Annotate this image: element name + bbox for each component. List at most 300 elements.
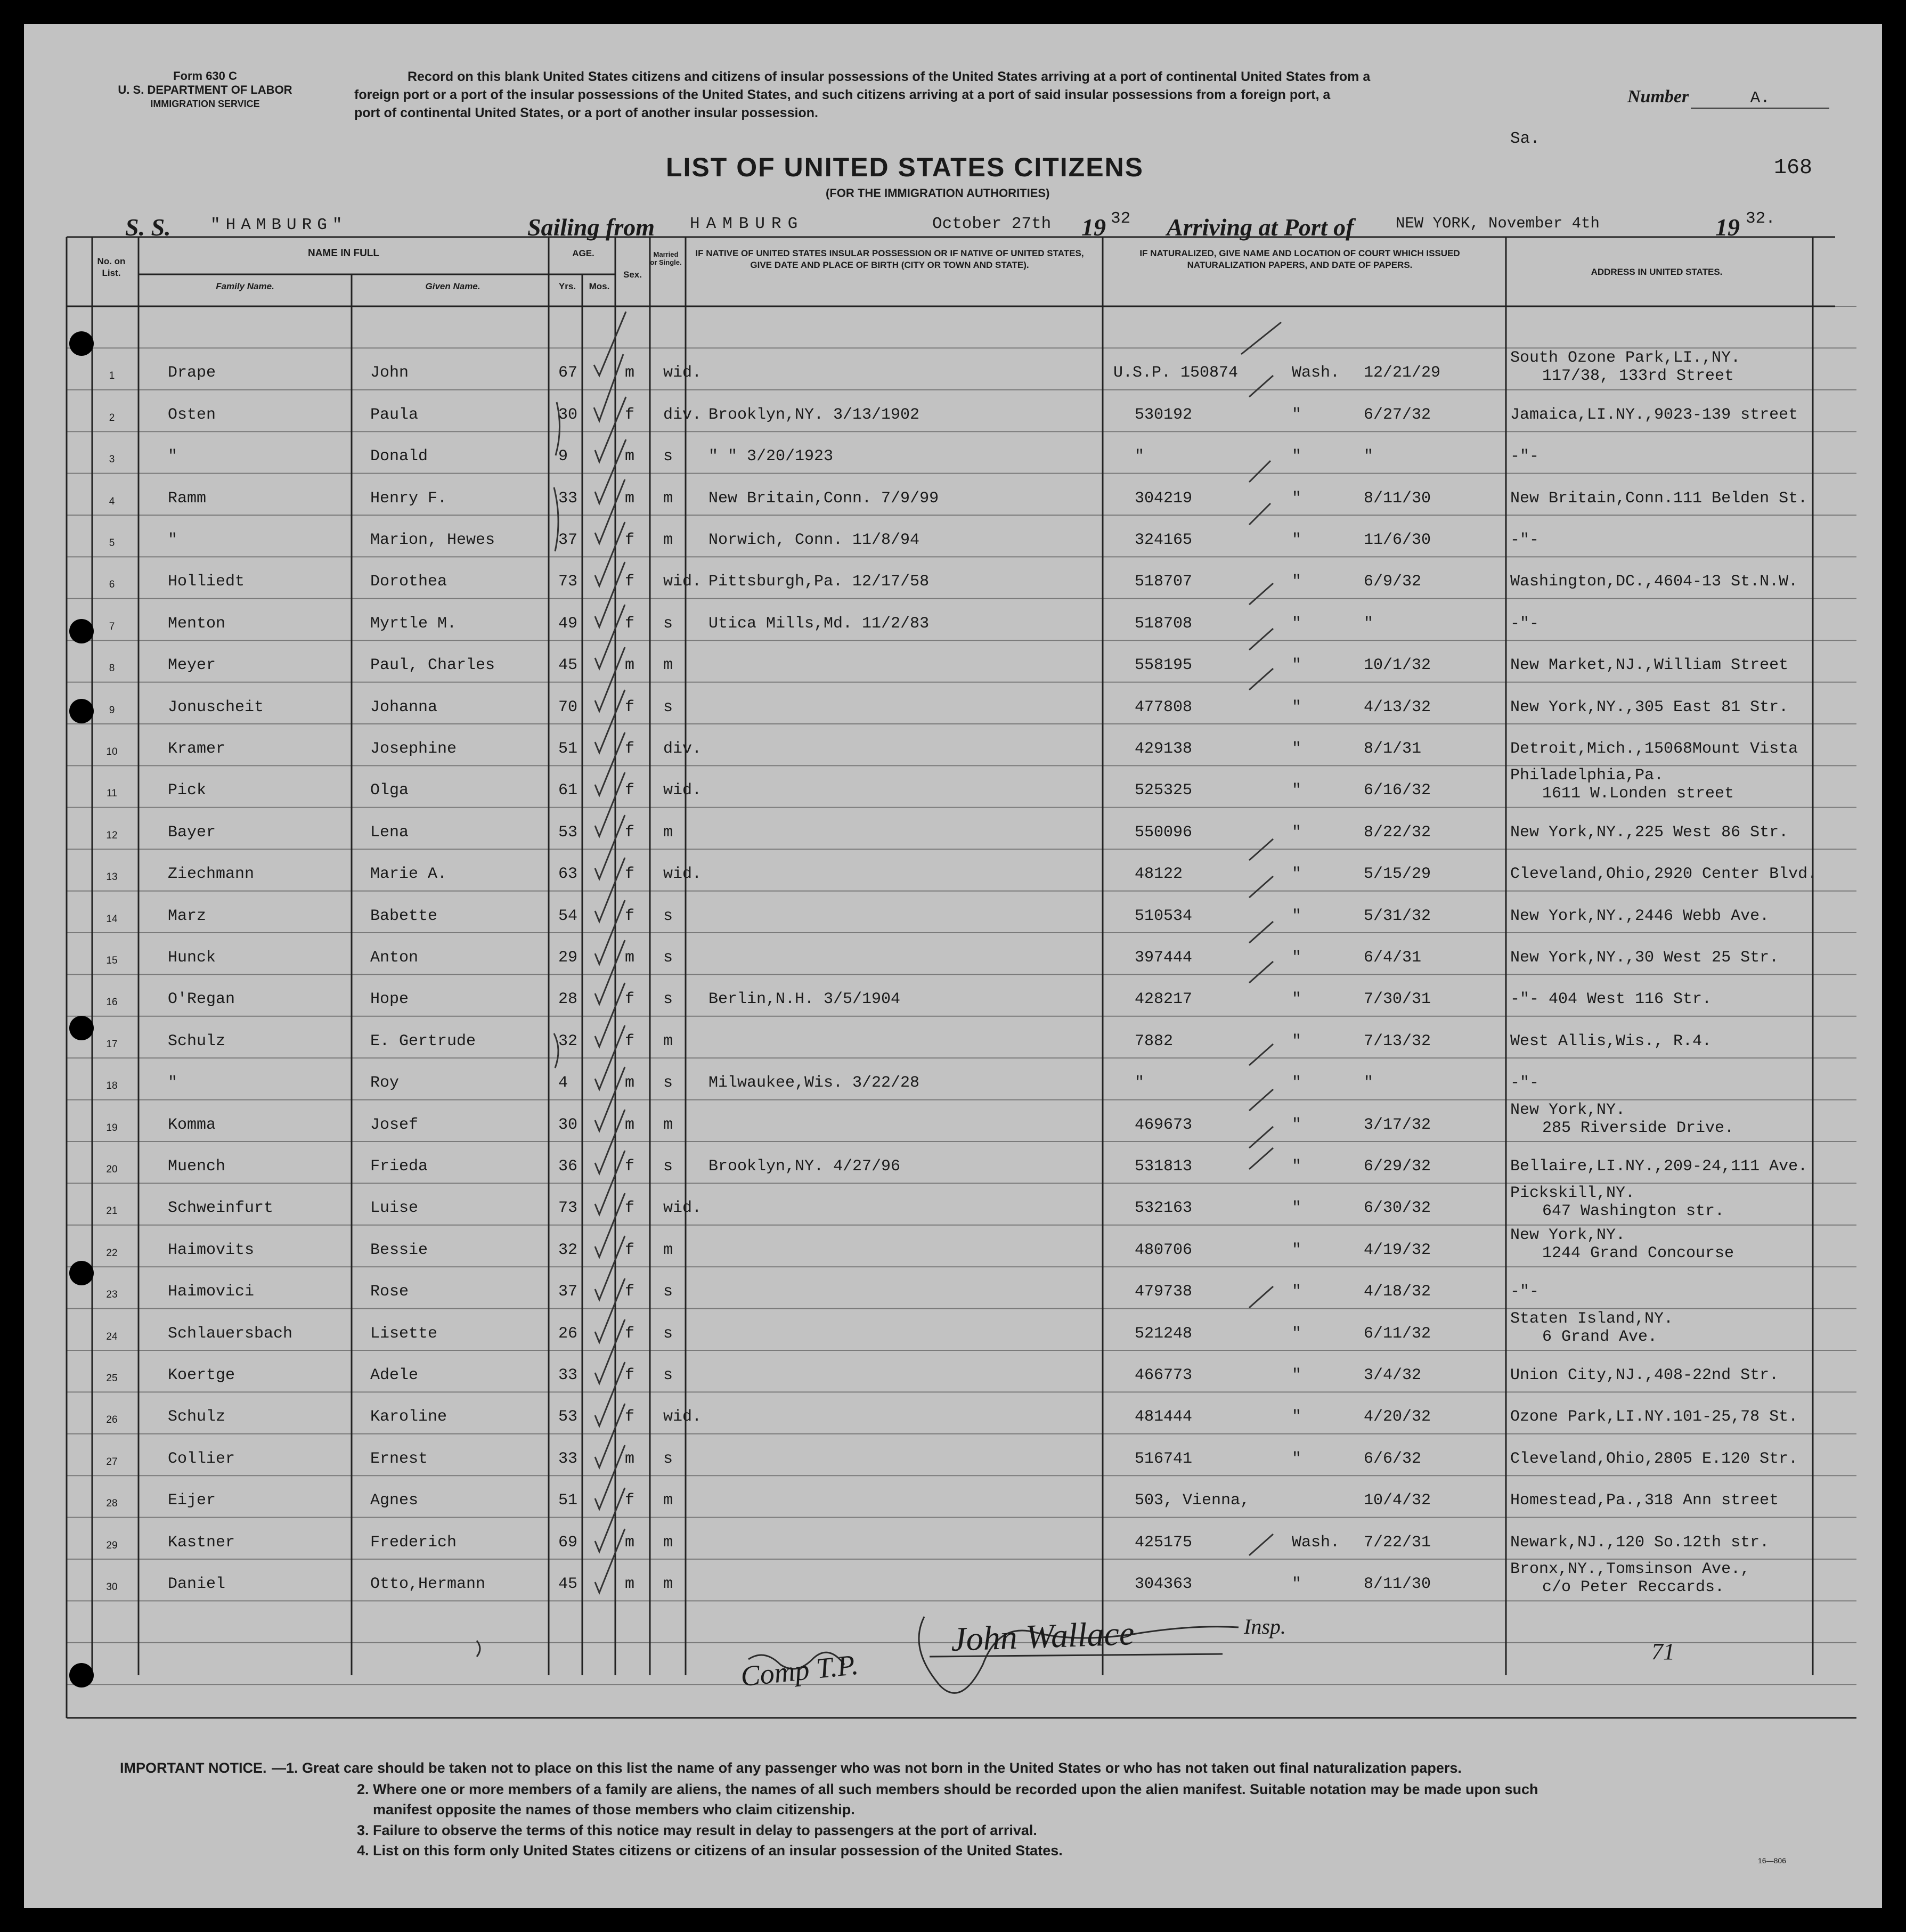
row-number: 4 bbox=[109, 495, 115, 507]
naturalization-court: " bbox=[1292, 907, 1302, 925]
naturalization-date: 6/9/32 bbox=[1364, 573, 1422, 591]
given-name: E. Gertrude bbox=[370, 1032, 476, 1050]
row-number: 10 bbox=[106, 746, 118, 757]
given-name: Henry F. bbox=[370, 489, 447, 508]
birth-place-date: Milwaukee,Wis. 3/22/28 bbox=[708, 1074, 920, 1093]
sex: m bbox=[625, 949, 635, 967]
address-line-1: West Allis,Wis., R.4. bbox=[1510, 1032, 1712, 1050]
family-name: Collier bbox=[168, 1449, 235, 1468]
given-name: Babette bbox=[370, 907, 438, 925]
naturalization-date: 4/18/32 bbox=[1364, 1283, 1431, 1301]
marital-status: s bbox=[663, 698, 673, 716]
birth-place-date: Brooklyn,NY. 4/27/96 bbox=[708, 1157, 901, 1176]
naturalization-court: " bbox=[1292, 823, 1302, 842]
manifest-sheet bbox=[24, 24, 1882, 1908]
marital-status: s bbox=[663, 1324, 673, 1343]
row-number: 27 bbox=[106, 1456, 118, 1468]
marital-status: s bbox=[663, 1157, 673, 1176]
col-header-name: NAME IN FULL bbox=[307, 248, 380, 259]
naturalization-number: 304363 bbox=[1135, 1575, 1193, 1593]
naturalization-date: 5/15/29 bbox=[1364, 865, 1431, 884]
naturalization-court: " bbox=[1292, 781, 1302, 800]
address-line-1: Bronx,NY.,Tomsinson Ave., bbox=[1510, 1560, 1750, 1578]
sex: f bbox=[625, 531, 635, 549]
row-number: 16 bbox=[106, 997, 118, 1008]
naturalization-date: 6/16/32 bbox=[1364, 781, 1431, 800]
marital-status: s bbox=[663, 447, 673, 466]
family-name: Kastner bbox=[168, 1533, 235, 1552]
row-number: 3 bbox=[109, 454, 115, 466]
binder-hole bbox=[69, 1016, 94, 1040]
row-number: 30 bbox=[106, 1582, 118, 1593]
naturalization-court: " bbox=[1292, 865, 1302, 884]
family-name: Marz bbox=[168, 907, 207, 925]
family-name: " bbox=[168, 1074, 178, 1093]
address-line-1: -"- bbox=[1510, 614, 1540, 633]
marital-status: wid. bbox=[663, 781, 702, 800]
naturalization-date: 4/19/32 bbox=[1364, 1241, 1431, 1259]
naturalization-date: 5/31/32 bbox=[1364, 907, 1431, 925]
row-number: 15 bbox=[106, 955, 118, 966]
address-line-1: Bellaire,LI.NY.,209-24,111 Ave. bbox=[1510, 1157, 1808, 1176]
family-name: Hunck bbox=[168, 949, 216, 967]
naturalization-date: 6/6/32 bbox=[1364, 1449, 1422, 1468]
arrival-year-prefix: 19 bbox=[1715, 214, 1740, 241]
birth-place-date: Utica Mills,Md. 11/2/83 bbox=[708, 614, 930, 633]
row-number: 14 bbox=[106, 913, 118, 925]
age-years: 70 bbox=[558, 698, 578, 716]
sa-mark: Sa. bbox=[1510, 129, 1540, 148]
naturalization-court: " bbox=[1292, 1074, 1302, 1093]
printer-code: 16—806 bbox=[1758, 1856, 1786, 1865]
notice-item-2: 2. Where one or more members of a family are aliens, the names of all such members should be recorded upon the alien manifest. Suitable notation may be made upon such bbox=[357, 1781, 1538, 1797]
col-header-given: Given Name. bbox=[425, 281, 480, 291]
naturalization-court: " bbox=[1292, 1449, 1302, 1468]
address-line-1: Pickskill,NY. bbox=[1510, 1184, 1635, 1203]
naturalization-court: " bbox=[1292, 573, 1302, 591]
family-name: Komma bbox=[168, 1115, 216, 1134]
address-line-1: Cleveland,Ohio,2805 E.120 Str. bbox=[1510, 1449, 1798, 1468]
col-header-yrs: Yrs. bbox=[558, 281, 576, 291]
comp-notation: Comp T.P. bbox=[739, 1648, 860, 1693]
number-value: A. bbox=[1691, 89, 1829, 109]
age-years: 45 bbox=[558, 656, 578, 675]
row-number: 2 bbox=[109, 412, 115, 423]
address-line-2: 117/38, 133rd Street bbox=[1542, 367, 1734, 386]
naturalization-court: " bbox=[1292, 489, 1302, 508]
departure-port: HAMBURG bbox=[690, 215, 804, 233]
family-name: " bbox=[168, 447, 178, 466]
sex: f bbox=[625, 1032, 635, 1050]
given-name: Myrtle M. bbox=[370, 614, 457, 633]
row-number: 9 bbox=[109, 704, 115, 716]
naturalization-court: " bbox=[1292, 405, 1302, 424]
naturalization-date: " bbox=[1364, 1074, 1374, 1093]
sex: f bbox=[625, 1283, 635, 1301]
notice-item-2b: manifest opposite the names of those members who claim citizenship. bbox=[373, 1801, 855, 1817]
naturalization-date: 11/6/30 bbox=[1364, 531, 1431, 549]
naturalization-number: " bbox=[1135, 1074, 1145, 1093]
row-number: 18 bbox=[106, 1080, 118, 1092]
naturalization-court: " bbox=[1292, 1199, 1302, 1218]
marital-status: s bbox=[663, 949, 673, 967]
marital-status: m bbox=[663, 489, 673, 508]
naturalization-date: 10/4/32 bbox=[1364, 1491, 1431, 1510]
sailing-label: Sailing from bbox=[527, 214, 655, 241]
page-number: 168 bbox=[1774, 156, 1813, 180]
age-years: 45 bbox=[558, 1575, 578, 1593]
family-name: Schulz bbox=[168, 1032, 226, 1050]
sex: f bbox=[625, 740, 635, 758]
naturalization-date: 3/17/32 bbox=[1364, 1115, 1431, 1134]
sex: f bbox=[625, 698, 635, 716]
marital-status: wid. bbox=[663, 573, 702, 591]
age-years: 33 bbox=[558, 1366, 578, 1384]
given-name: Josephine bbox=[370, 740, 457, 758]
sex: f bbox=[625, 1366, 635, 1384]
address-line-1: -"- bbox=[1510, 447, 1540, 466]
marital-status: m bbox=[663, 823, 673, 842]
row-number: 19 bbox=[106, 1122, 118, 1134]
binder-hole bbox=[69, 331, 94, 356]
sex: m bbox=[625, 1074, 635, 1093]
given-name: Paul, Charles bbox=[370, 656, 495, 675]
row-number: 1 bbox=[109, 370, 115, 382]
marital-status: wid. bbox=[663, 865, 702, 884]
naturalization-date: 7/22/31 bbox=[1364, 1533, 1431, 1552]
marital-status: m bbox=[663, 1491, 673, 1510]
binder-hole bbox=[69, 619, 94, 643]
row-number: 24 bbox=[106, 1331, 118, 1342]
binder-hole bbox=[69, 699, 94, 723]
age-years: 51 bbox=[558, 1491, 578, 1510]
naturalization-date: 4/20/32 bbox=[1364, 1408, 1431, 1426]
address-line-1: -"- bbox=[1510, 1074, 1540, 1093]
naturalization-date: 12/21/29 bbox=[1364, 364, 1441, 382]
marital-status: s bbox=[663, 907, 673, 925]
address-line-1: New York,NY. bbox=[1510, 1100, 1626, 1119]
family-name: Schulz bbox=[168, 1408, 226, 1426]
address-line-1: South Ozone Park,LI.,NY. bbox=[1510, 349, 1741, 368]
naturalization-court: " bbox=[1292, 1283, 1302, 1301]
sex: m bbox=[625, 489, 635, 508]
naturalization-number: 7882 bbox=[1135, 1032, 1174, 1050]
family-name: " bbox=[168, 531, 178, 549]
row-number: 29 bbox=[106, 1539, 118, 1551]
given-name: Frieda bbox=[370, 1157, 428, 1176]
sex: f bbox=[625, 990, 635, 1009]
age-years: 30 bbox=[558, 405, 578, 424]
naturalization-court: " bbox=[1292, 1575, 1302, 1593]
address-line-1: New York,NY.,225 West 86 Str. bbox=[1510, 823, 1789, 842]
number-label: Number bbox=[1627, 87, 1689, 107]
sex: m bbox=[625, 447, 635, 466]
given-name: Luise bbox=[370, 1199, 419, 1218]
age-years: 54 bbox=[558, 907, 578, 925]
sex: m bbox=[625, 656, 635, 675]
address-line-1: Staten Island,NY. bbox=[1510, 1309, 1674, 1328]
age-years: 63 bbox=[558, 865, 578, 884]
inspector-title: Insp. bbox=[1244, 1615, 1286, 1638]
given-name: Donald bbox=[370, 447, 428, 466]
family-name: Daniel bbox=[168, 1575, 226, 1593]
marital-status: s bbox=[663, 1074, 673, 1093]
naturalization-date: 6/11/32 bbox=[1364, 1324, 1431, 1343]
naturalization-date: " bbox=[1364, 447, 1374, 466]
service-name: IMMIGRATION SERVICE bbox=[150, 99, 260, 109]
sex: f bbox=[625, 907, 635, 925]
naturalization-court: " bbox=[1292, 1324, 1302, 1343]
given-name: Ernest bbox=[370, 1449, 428, 1468]
address-line-1: Jamaica,LI.NY.,9023-139 street bbox=[1510, 405, 1798, 424]
naturalization-date: 6/30/32 bbox=[1364, 1199, 1431, 1218]
sex: f bbox=[625, 573, 635, 591]
row-number: 13 bbox=[106, 871, 118, 883]
inspector-signature: John Wallace bbox=[950, 1614, 1135, 1658]
age-years: 37 bbox=[558, 1283, 578, 1301]
marital-status: s bbox=[663, 614, 673, 633]
age-years: 28 bbox=[558, 990, 578, 1009]
address-line-2: c/o Peter Reccards. bbox=[1542, 1578, 1725, 1596]
family-name: Muench bbox=[168, 1157, 226, 1176]
naturalization-court: Wash. bbox=[1292, 1533, 1340, 1552]
naturalization-number: 530192 bbox=[1135, 405, 1193, 424]
age-years: 53 bbox=[558, 823, 578, 842]
sex: m bbox=[625, 1449, 635, 1468]
naturalization-number: 397444 bbox=[1135, 949, 1193, 967]
naturalization-number: 516741 bbox=[1135, 1449, 1193, 1468]
family-name: Pick bbox=[168, 781, 207, 800]
address-line-1: Detroit,Mich.,15068Mount Vista bbox=[1510, 740, 1798, 758]
given-name: Lisette bbox=[370, 1324, 438, 1343]
naturalization-number: 480706 bbox=[1135, 1241, 1193, 1259]
naturalization-court: " bbox=[1292, 614, 1302, 633]
naturalization-number: 429138 bbox=[1135, 740, 1193, 758]
naturalization-date: 10/1/32 bbox=[1364, 656, 1431, 675]
col-header-married: Married or Single. bbox=[650, 250, 682, 266]
naturalization-date: 3/4/32 bbox=[1364, 1366, 1422, 1384]
marital-status: m bbox=[663, 656, 673, 675]
address-line-1: Cleveland,Ohio,2920 Center Blvd. bbox=[1510, 865, 1818, 884]
family-name: Koertge bbox=[168, 1366, 235, 1384]
col-header-sex: Sex. bbox=[623, 270, 642, 280]
marital-status: m bbox=[663, 1115, 673, 1134]
instruction-line-3: port of continental United States, or a port of another insular possession. bbox=[354, 105, 818, 120]
age-years: 33 bbox=[558, 489, 578, 508]
age-years: 32 bbox=[558, 1241, 578, 1259]
row-number: 25 bbox=[106, 1373, 118, 1384]
naturalization-date: 6/29/32 bbox=[1364, 1157, 1431, 1176]
family-name: Jonuscheit bbox=[168, 698, 264, 716]
naturalization-court: " bbox=[1292, 1115, 1302, 1134]
instruction-line-2: foreign port or a port of the insular possessions of the United States, and such citizens arriving at a port of said insular possessions from a foreign port, a bbox=[354, 87, 1331, 102]
age-years: 29 bbox=[558, 949, 578, 967]
marital-status: s bbox=[663, 1366, 673, 1384]
sex: f bbox=[625, 1324, 635, 1343]
address-line-1: -"- bbox=[1510, 531, 1540, 549]
address-line-2: 647 Washington str. bbox=[1542, 1202, 1725, 1221]
family-name: Bayer bbox=[168, 823, 216, 842]
age-years: 26 bbox=[558, 1324, 578, 1343]
department-name: U. S. DEPARTMENT OF LABOR bbox=[118, 83, 292, 96]
given-name: Rose bbox=[370, 1283, 409, 1301]
family-name: Menton bbox=[168, 614, 226, 633]
naturalization-number: 503, Vienna, bbox=[1135, 1491, 1250, 1510]
family-name: Haimovici bbox=[168, 1283, 255, 1301]
naturalization-court: " bbox=[1292, 1157, 1302, 1176]
age-years: 4 bbox=[558, 1074, 568, 1093]
naturalization-date: 7/13/32 bbox=[1364, 1032, 1431, 1050]
given-name: Olga bbox=[370, 781, 409, 800]
given-name: Bessie bbox=[370, 1241, 428, 1259]
given-name: Marie A. bbox=[370, 865, 447, 884]
marital-status: wid. bbox=[663, 364, 702, 382]
marital-status: div. bbox=[663, 740, 702, 758]
naturalization-number: 521248 bbox=[1135, 1324, 1193, 1343]
naturalization-number: 477808 bbox=[1135, 698, 1193, 716]
arrival-year-suffix: 32. bbox=[1746, 209, 1775, 228]
notice-item-1: —1. Great care should be taken not to place on this list the name of any passenger who was not born in the United States or who has not taken out final naturalization papers. bbox=[272, 1760, 1462, 1776]
sex: m bbox=[625, 364, 635, 382]
age-years: 33 bbox=[558, 1449, 578, 1468]
age-years: 53 bbox=[558, 1408, 578, 1426]
marital-status: m bbox=[663, 1241, 673, 1259]
family-name: Schlauersbach bbox=[168, 1324, 293, 1343]
naturalization-number: 558195 bbox=[1135, 656, 1193, 675]
age-years: 73 bbox=[558, 1199, 578, 1218]
col-header-mos: Mos. bbox=[589, 281, 610, 291]
naturalization-number: 469673 bbox=[1135, 1115, 1193, 1134]
naturalization-court: " bbox=[1292, 1408, 1302, 1426]
col-header-family: Family Name. bbox=[216, 281, 274, 291]
sex: f bbox=[625, 614, 635, 633]
marital-status: s bbox=[663, 1283, 673, 1301]
arriving-label: Arriving at Port of bbox=[1167, 214, 1354, 241]
row-number: 22 bbox=[106, 1247, 118, 1259]
given-name: Lena bbox=[370, 823, 409, 842]
given-name: Johanna bbox=[370, 698, 438, 716]
marital-status: m bbox=[663, 1032, 673, 1050]
sex: f bbox=[625, 865, 635, 884]
naturalization-number: 518708 bbox=[1135, 614, 1193, 633]
naturalization-date: 8/11/30 bbox=[1364, 489, 1431, 508]
naturalization-court: " bbox=[1292, 740, 1302, 758]
family-name: Schweinfurt bbox=[168, 1199, 274, 1218]
marital-status: s bbox=[663, 990, 673, 1009]
given-name: Otto,Hermann bbox=[370, 1575, 486, 1593]
naturalization-number: 48122 bbox=[1135, 865, 1183, 884]
naturalization-court: " bbox=[1292, 698, 1302, 716]
naturalization-number: 466773 bbox=[1135, 1366, 1193, 1384]
birth-place-date: Norwich, Conn. 11/8/94 bbox=[708, 531, 920, 549]
given-name: Hope bbox=[370, 990, 409, 1009]
sex: f bbox=[625, 1157, 635, 1176]
marital-status: m bbox=[663, 1575, 673, 1593]
naturalization-number: U.S.P. 150874 bbox=[1113, 364, 1239, 382]
row-number: 5 bbox=[109, 537, 115, 549]
family-name: Eijer bbox=[168, 1491, 216, 1510]
naturalization-court: " bbox=[1292, 447, 1302, 466]
address-line-1: New York,NY.,2446 Webb Ave. bbox=[1510, 907, 1770, 925]
given-name: Dorothea bbox=[370, 573, 447, 591]
age-years: 67 bbox=[558, 364, 578, 382]
address-line-1: Philadelphia,Pa. bbox=[1510, 767, 1664, 785]
address-line-1: -"- bbox=[1510, 1283, 1540, 1301]
address-line-1: New York,NY.,305 East 81 Str. bbox=[1510, 698, 1789, 716]
address-line-1: Homestead,Pa.,318 Ann street bbox=[1510, 1491, 1779, 1510]
naturalization-number: 532163 bbox=[1135, 1199, 1193, 1218]
address-line-1: Washington,DC.,4604-13 St.N.W. bbox=[1510, 573, 1798, 591]
row-number: 7 bbox=[109, 621, 115, 632]
family-name: Ziechmann bbox=[168, 865, 255, 884]
instruction-line-1: Record on this blank United States citizens and citizens of insular possessions of the United States arriving at a port of continental United States from a bbox=[408, 69, 1371, 84]
col-header-address: ADDRESS IN UNITED STATES. bbox=[1591, 267, 1723, 277]
sex: f bbox=[625, 781, 635, 800]
given-name: Karoline bbox=[370, 1408, 447, 1426]
naturalization-number: 510534 bbox=[1135, 907, 1193, 925]
address-line-1: Ozone Park,LI.NY.101-25,78 St. bbox=[1510, 1408, 1798, 1426]
notice-item-3: 3. Failure to observe the terms of this notice may result in delay to passengers at the port of arrival. bbox=[357, 1822, 1037, 1838]
col-header-no: No. on List. bbox=[97, 256, 126, 278]
ship-name: "HAMBURG" bbox=[210, 216, 348, 234]
naturalization-date: 8/22/32 bbox=[1364, 823, 1431, 842]
naturalization-number: 425175 bbox=[1135, 1533, 1193, 1552]
naturalization-number: 324165 bbox=[1135, 531, 1193, 549]
birth-place-date: Brooklyn,NY. 3/13/1902 bbox=[708, 405, 920, 424]
notice-label: IMPORTANT NOTICE. bbox=[120, 1760, 267, 1776]
naturalization-date: 8/11/30 bbox=[1364, 1575, 1431, 1593]
age-years: 69 bbox=[558, 1533, 578, 1552]
marital-status: m bbox=[663, 1533, 673, 1552]
marital-status: m bbox=[663, 531, 673, 549]
sex: f bbox=[625, 1408, 635, 1426]
given-name: Frederich bbox=[370, 1533, 457, 1552]
given-name: Paula bbox=[370, 405, 419, 424]
form-number: Form 630 C bbox=[173, 69, 237, 83]
address-line-1: -"- 404 West 116 Str. bbox=[1510, 990, 1712, 1009]
naturalization-court: " bbox=[1292, 656, 1302, 675]
birth-place-date: Berlin,N.H. 3/5/1904 bbox=[708, 990, 901, 1009]
naturalization-date: 7/30/31 bbox=[1364, 990, 1431, 1009]
age-years: 30 bbox=[558, 1115, 578, 1134]
age-years: 36 bbox=[558, 1157, 578, 1176]
age-years: 37 bbox=[558, 531, 578, 549]
marital-status: wid. bbox=[663, 1199, 702, 1218]
family-name: Haimovits bbox=[168, 1241, 255, 1259]
address-line-2: 1244 Grand Concourse bbox=[1542, 1244, 1734, 1262]
marital-status: wid. bbox=[663, 1408, 702, 1426]
family-name: Meyer bbox=[168, 656, 216, 675]
sex: f bbox=[625, 1491, 635, 1510]
departure-date: October 27th bbox=[932, 215, 1052, 233]
address-line-1: New York,NY.,30 West 25 Str. bbox=[1510, 949, 1779, 967]
naturalization-number: 525325 bbox=[1135, 781, 1193, 800]
age-years: 32 bbox=[558, 1032, 578, 1050]
age-years: 51 bbox=[558, 740, 578, 758]
naturalization-court: " bbox=[1292, 990, 1302, 1009]
row-number: 17 bbox=[106, 1038, 118, 1050]
naturalization-number: " bbox=[1135, 447, 1145, 466]
row-number: 6 bbox=[109, 579, 115, 591]
naturalization-court: " bbox=[1292, 531, 1302, 549]
address-line-1: New Market,NJ.,William Street bbox=[1510, 656, 1789, 675]
row-number: 21 bbox=[106, 1205, 118, 1217]
naturalization-number: 531813 bbox=[1135, 1157, 1193, 1176]
arrival-port: NEW YORK, November 4th bbox=[1396, 215, 1600, 232]
address-line-2: 6 Grand Ave. bbox=[1542, 1327, 1658, 1346]
address-line-1: New Britain,Conn.111 Belden St. bbox=[1510, 489, 1808, 508]
naturalization-number: 479738 bbox=[1135, 1283, 1193, 1301]
